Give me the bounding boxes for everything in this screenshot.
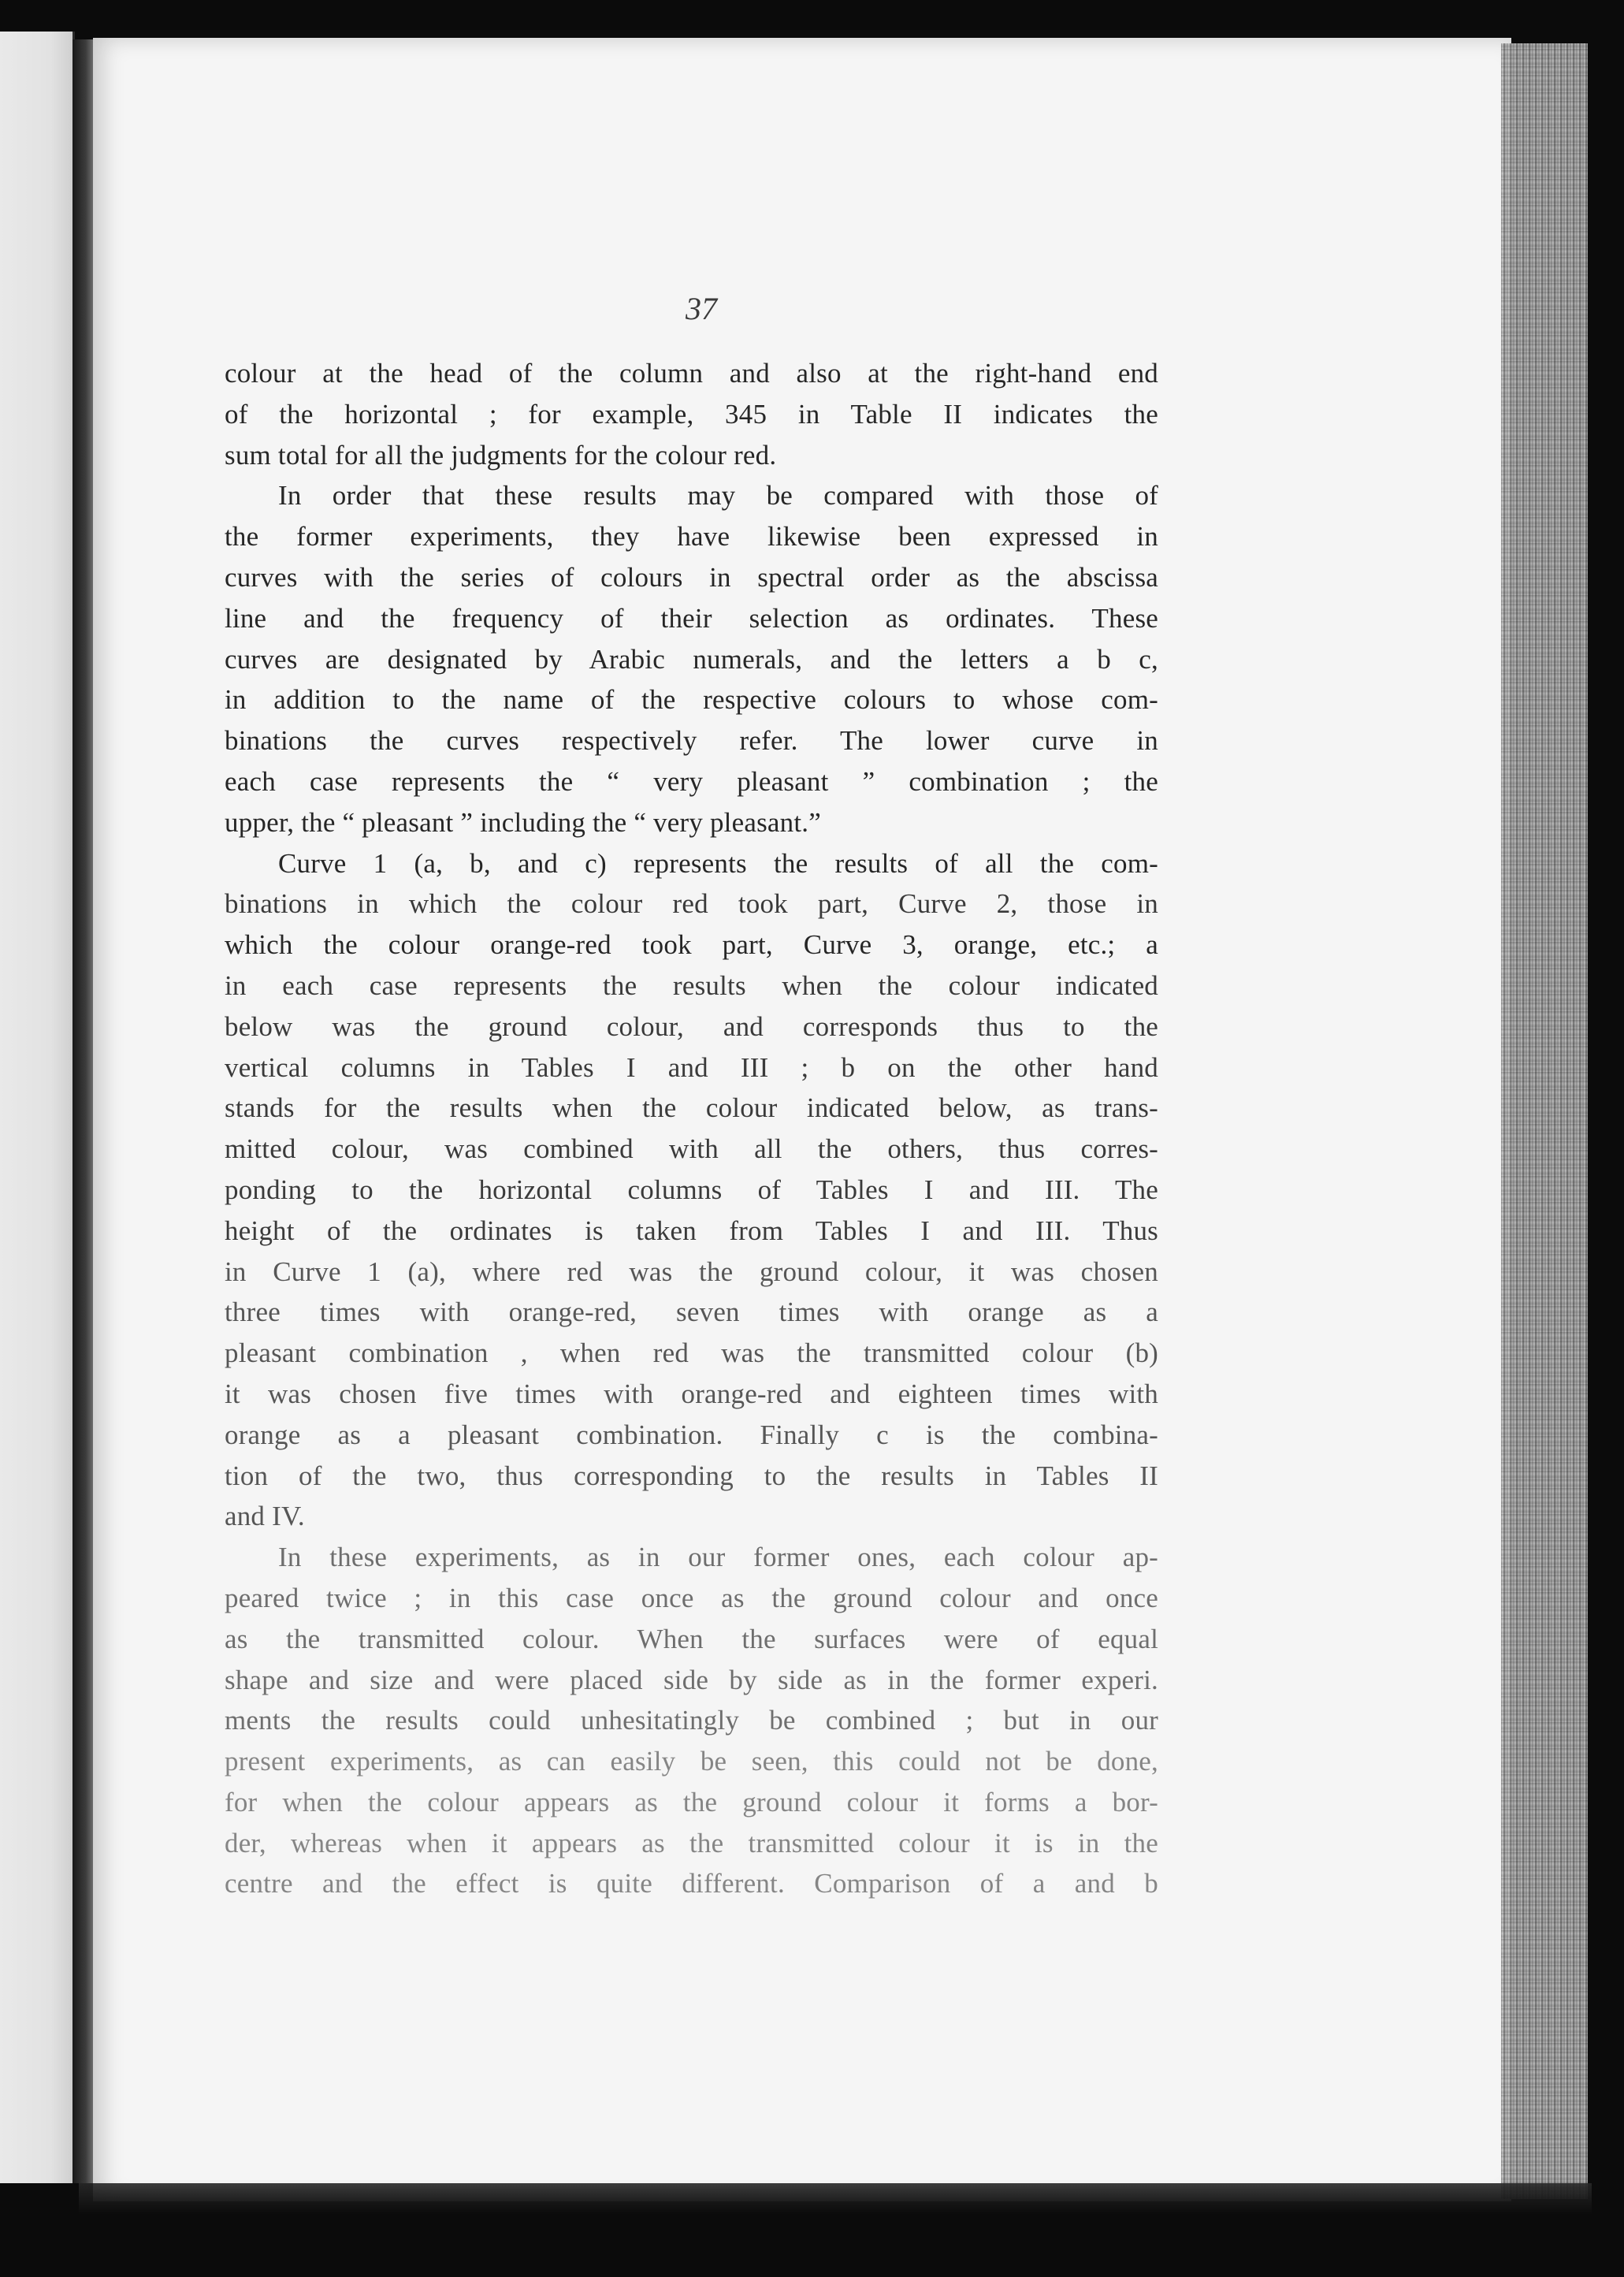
text-line: pleasant combination , when red was the transmitted colour (b) [225,1338,1158,1369]
text-line: orange as a pleasant combination. Finally c is the combina- [225,1419,1158,1450]
text-line: In order that these results may be compared with those of [278,480,1158,512]
page-block-edges [1501,43,1588,2199]
text-line: of the horizontal ; for example, 345 in Table II indicates the [225,398,1158,430]
text-line: ments the results could unhesitatingly be combined ; but in our [225,1705,1158,1736]
text-line: binations the curves respectively refer. The lower curve in [225,725,1158,757]
text-line: three times with orange-red, seven times with orange as a [225,1297,1158,1328]
bottom-shadow [79,2183,1592,2215]
text-line: stands for the results when the colour indicated below, as trans- [225,1092,1158,1124]
text-line: height of the ordinates is taken from Tables I and III. Thus [225,1215,1158,1246]
text-line: in each case represents the results when the colour indicated [225,969,1158,1001]
text-line: the former experiments, they have likewise been expressed in [225,521,1158,553]
text-line: which the colour orange-red took part, Curve 3, orange, etc.; a [225,929,1158,961]
text-line: present experiments, as can easily be seen, this could not be done, [225,1746,1158,1777]
text-line: colour at the head of the column and also at the right-hand end [225,358,1158,389]
facing-page-edge [0,32,75,2183]
text-line: mitted colour, was combined with all the others, thus corres- [225,1133,1158,1165]
text-line: centre and the effect is quite different. Comparison of a and b [225,1868,1158,1899]
text-line: as the transmitted colour. When the surfaces were of equal [225,1623,1158,1654]
body-text [225,353,1158,1904]
text-line: shape and size and were placed side by side as in the former experi. [225,1664,1158,1695]
text-line: curves are designated by Arabic numerals, and the letters a b c, [225,643,1158,675]
text-line: der, whereas when it appears as the transmitted colour it is in the [225,1827,1158,1858]
text-line: in Curve 1 (a), where red was the ground colour, it was chosen [225,1256,1158,1287]
text-line: line and the frequency of their selection as ordinates. These [225,602,1158,634]
text-line: it was chosen five times with orange-red and eighteen times with [225,1378,1158,1409]
text-line: vertical columns in Tables I and III ; b on the other hand [225,1051,1158,1083]
text-line: tion of the two, thus corresponding to the results in Tables II [225,1460,1158,1491]
text-line: Curve 1 (a, b, and c) represents the results of all the com- [278,847,1158,879]
text-line: below was the ground colour, and corresponds thus to the [225,1010,1158,1042]
text-line: In these experiments, as in our former ones, each colour ap- [278,1542,1158,1573]
page-number: 37 [686,291,717,326]
text-line: and IV. [225,1501,305,1532]
text-line: each case represents the “ very pleasant ” combination ; the [225,765,1158,797]
text-line: for when the colour appears as the ground colour it forms a bor- [225,1786,1158,1818]
text-line: binations in which the colour red took part, Curve 2, those in [225,888,1158,920]
text-line: in addition to the name of the respective colours to whose com- [225,684,1158,716]
text-line: curves with the series of colours in spectral order as the abscissa [225,561,1158,593]
text-line: ponding to the horizontal columns of Tables I and III. The [225,1174,1158,1205]
book-gutter [72,39,95,2183]
text-line: sum total for all the judgments for the colour red. [225,439,777,471]
text-line: upper, the “ pleasant ” including the “ very pleasant.” [225,806,821,838]
text-line: peared twice ; in this case once as the ground colour and once [225,1582,1158,1613]
